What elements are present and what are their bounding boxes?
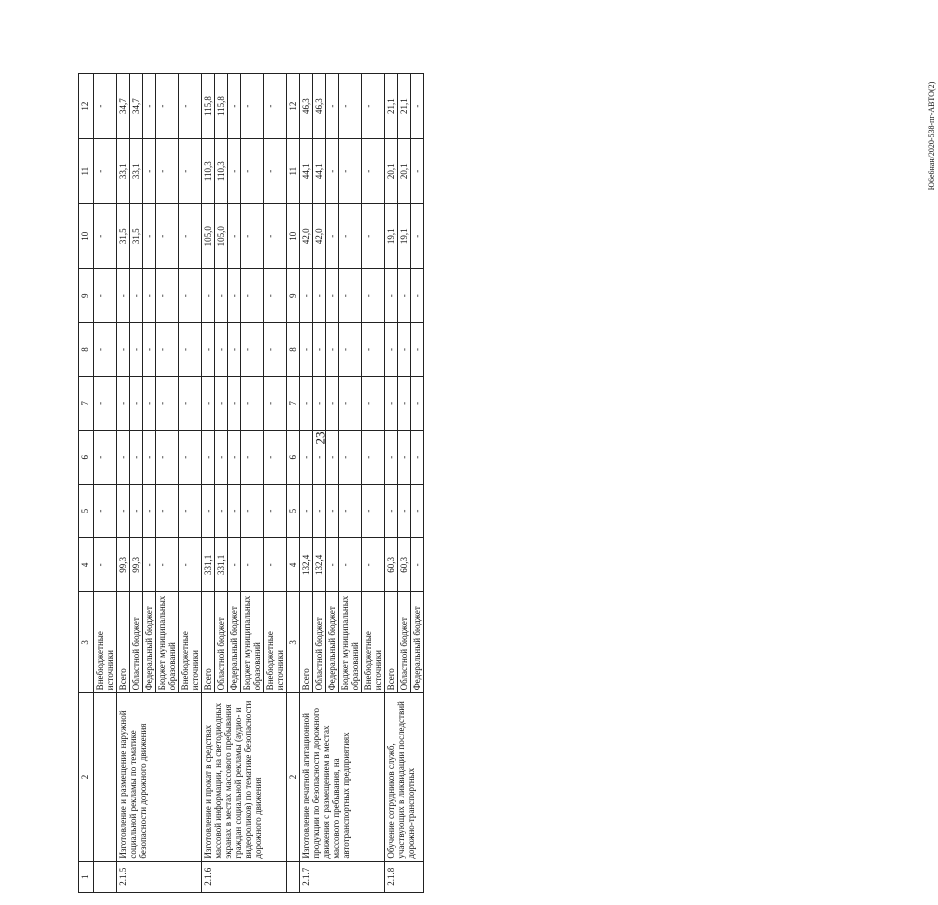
value-cell: - [179,204,202,269]
item-id: 2.1.7 [300,861,385,892]
value-cell: 31,5 [130,204,143,269]
column-number-row [79,74,94,893]
value-cell: - [94,204,117,269]
value-cell: - [241,323,264,377]
table-row [94,74,117,893]
value-cell: - [411,376,424,430]
value-cell: - [228,204,241,269]
item-title: Изготовление и размещение наружной социальной рекламы по тематике безопасности дорожного движения [117,693,202,861]
item-id: 2.1.8 [385,861,424,892]
value-cell: - [398,430,411,484]
value-cell: 19,1 [385,204,398,269]
value-cell: - [241,269,264,323]
value-cell: - [411,484,424,538]
item-title: Изготовление печатной агитационной продукции по безопасности дорожного движения с размещением в местах массового пребывания, на автотранспортных предприятиях [300,693,385,861]
value-cell: - [264,430,287,484]
value-cell: - [179,323,202,377]
value-cell: - [362,538,385,592]
table-row [202,74,215,893]
value-cell: - [264,484,287,538]
item-title: Обучение сотрудников служб, участвующих в ликвидации последствий дорожно-транспортных [385,693,424,861]
value-cell: 115,8 [215,74,228,139]
value-cell: - [130,376,143,430]
funding-source: Внебюджетные источники [362,592,385,693]
value-cell: - [156,323,179,377]
rotated-table-sheet [78,73,573,893]
column-number: 1 [79,861,94,892]
value-cell: - [179,484,202,538]
column-number: 9 [79,269,94,323]
table-row [300,74,313,893]
value-cell: 44,1 [300,139,313,204]
value-cell: 21,1 [385,74,398,139]
value-cell: - [241,484,264,538]
funding-source: Внебюджетные источники [94,592,117,693]
funding-source: Всего [117,592,130,693]
value-cell: - [362,376,385,430]
value-cell: - [94,538,117,592]
funding-source: Областной бюджет [130,592,143,693]
value-cell: - [362,74,385,139]
value-cell: 34,7 [130,74,143,139]
value-cell: - [228,269,241,323]
funding-source: Федеральный бюджет [411,592,424,693]
value-cell: 5 [287,484,300,538]
value-cell: - [313,430,326,484]
value-cell: - [326,269,339,323]
value-cell: - [228,139,241,204]
value-cell: 42,0 [300,204,313,269]
value-cell: - [202,376,215,430]
value-cell: - [339,538,362,592]
value-cell: - [143,430,156,484]
page-number: 23 [312,431,327,445]
funding-source: Всего [385,592,398,693]
value-cell: - [339,74,362,139]
value-cell: - [385,430,398,484]
value-cell: - [264,538,287,592]
item-id: 2.1.5 [117,861,202,892]
column-number: 3 [79,592,94,693]
value-cell: - [179,376,202,430]
value-cell: - [339,139,362,204]
value-cell: - [385,484,398,538]
value-cell: - [156,204,179,269]
value-cell: - [179,430,202,484]
value-cell: 10 [287,204,300,269]
value-cell: - [156,538,179,592]
value-cell: - [143,139,156,204]
value-cell: 331,1 [215,538,228,592]
value-cell: 20,1 [385,139,398,204]
value-cell: - [326,74,339,139]
funding-source: Федеральный бюджет [143,592,156,693]
value-cell: - [326,204,339,269]
value-cell: - [94,323,117,377]
value-cell: - [228,323,241,377]
value-cell: - [362,430,385,484]
value-cell: - [326,139,339,204]
value-cell: - [156,484,179,538]
value-cell: - [385,269,398,323]
value-cell: - [398,484,411,538]
value-cell: 6 [287,430,300,484]
value-cell: 21,1 [398,74,411,139]
value-cell: 19,1 [398,204,411,269]
value-cell: 8 [287,323,300,377]
value-cell: - [228,484,241,538]
value-cell: - [411,139,424,204]
value-cell: - [411,204,424,269]
value-cell: 105,0 [215,204,228,269]
value-cell: 33,1 [117,139,130,204]
value-cell: - [411,269,424,323]
value-cell: - [264,204,287,269]
funding-source: Федеральный бюджет [228,592,241,693]
value-cell: - [300,430,313,484]
value-cell: - [300,484,313,538]
value-cell: - [156,74,179,139]
item-title: Изготовление и прокат в средствах массовой информации, на светодиодных экранах в местах массового пребывания граждан социальной рекламы (аудио- и видеороликов) по тематике безопасности дорожного движения [202,693,287,861]
table-body [79,74,424,893]
value-cell: - [264,323,287,377]
value-cell: - [326,430,339,484]
value-cell: - [241,74,264,139]
column-number: 2 [79,693,94,861]
value-cell: - [300,323,313,377]
value-cell: - [215,376,228,430]
funding-source: Федеральный бюджет [326,592,339,693]
value-cell: - [300,269,313,323]
value-cell: - [264,74,287,139]
value-cell: - [339,376,362,430]
value-cell: 31,5 [117,204,130,269]
column-number: 5 [79,484,94,538]
value-cell: - [202,484,215,538]
value-cell: - [94,376,117,430]
item-id [94,861,117,892]
value-cell: - [202,269,215,323]
value-cell: - [179,538,202,592]
value-cell: - [339,204,362,269]
value-cell: - [241,204,264,269]
value-cell: - [313,323,326,377]
value-cell: - [228,538,241,592]
value-cell: - [385,376,398,430]
document-code: Ю6е6нан/2020-538-пг-АВТО(2) [927,81,936,191]
value-cell: 46,3 [313,74,326,139]
value-cell: 42,0 [313,204,326,269]
item-title: 2 [287,693,300,861]
value-cell: - [385,323,398,377]
value-cell: - [313,484,326,538]
value-cell: 33,1 [130,139,143,204]
value-cell: - [326,376,339,430]
value-cell: - [156,376,179,430]
value-cell: 4 [287,538,300,592]
value-cell: - [94,430,117,484]
value-cell: 11 [287,139,300,204]
table-row [385,74,398,893]
item-id [287,861,300,892]
item-id: 2.1.6 [202,861,287,892]
value-cell: - [264,269,287,323]
value-cell: 132,4 [300,538,313,592]
value-cell: - [179,74,202,139]
value-cell: 105,0 [202,204,215,269]
value-cell: - [94,484,117,538]
value-cell: - [143,204,156,269]
table-row [117,74,130,893]
value-cell: - [362,323,385,377]
value-cell: - [143,269,156,323]
funding-source: Областной бюджет [313,592,326,693]
value-cell: - [411,538,424,592]
value-cell: - [398,269,411,323]
value-cell: 115,8 [202,74,215,139]
value-cell: - [241,376,264,430]
value-cell: 331,1 [202,538,215,592]
value-cell: - [215,484,228,538]
value-cell: - [117,430,130,484]
value-cell: - [264,376,287,430]
value-cell: - [130,323,143,377]
value-cell: - [339,323,362,377]
value-cell: - [228,430,241,484]
value-cell: 110,3 [215,139,228,204]
value-cell: - [130,430,143,484]
value-cell: - [411,430,424,484]
value-cell: - [228,74,241,139]
value-cell: - [202,430,215,484]
column-number: 4 [79,538,94,592]
value-cell: - [300,376,313,430]
funding-source: Внебюджетные источники [179,592,202,693]
value-cell: - [156,139,179,204]
value-cell: - [179,269,202,323]
value-cell: - [117,323,130,377]
value-cell: - [215,430,228,484]
column-number: 7 [79,376,94,430]
value-cell: - [117,484,130,538]
value-cell: - [179,139,202,204]
value-cell: - [241,139,264,204]
column-number: 6 [79,430,94,484]
value-cell: - [326,484,339,538]
value-cell: - [411,323,424,377]
value-cell: - [313,376,326,430]
value-cell: - [156,269,179,323]
funding-source: Бюджет муниципальных образований [156,592,179,693]
column-number: 10 [79,204,94,269]
funding-source: Всего [202,592,215,693]
value-cell: 99,3 [117,538,130,592]
value-cell: - [117,376,130,430]
value-cell: - [339,269,362,323]
value-cell: 110,3 [202,139,215,204]
value-cell: 99,3 [130,538,143,592]
value-cell: 46,3 [300,74,313,139]
column-number-row [287,74,300,893]
value-cell: - [362,139,385,204]
value-cell: 44,1 [313,139,326,204]
value-cell: 7 [287,376,300,430]
value-cell: - [130,484,143,538]
value-cell: - [313,269,326,323]
value-cell: 60,3 [385,538,398,592]
value-cell: 20,1 [398,139,411,204]
value-cell: - [362,204,385,269]
funding-source: Всего [300,592,313,693]
value-cell: - [264,139,287,204]
value-cell: 34,7 [117,74,130,139]
value-cell: - [156,430,179,484]
funding-source: Областной бюджет [215,592,228,693]
funding-source: Бюджет муниципальных образований [241,592,264,693]
column-number: 8 [79,323,94,377]
value-cell: - [411,74,424,139]
value-cell: - [362,269,385,323]
value-cell: - [143,484,156,538]
funding-source: Бюджет муниципальных образований [339,592,362,693]
value-cell: - [339,430,362,484]
value-cell: - [143,323,156,377]
value-cell: 12 [287,74,300,139]
value-cell: - [326,323,339,377]
value-cell: - [215,269,228,323]
value-cell: - [130,269,143,323]
value-cell: - [117,269,130,323]
value-cell: - [362,484,385,538]
value-cell: - [339,484,362,538]
value-cell: - [228,376,241,430]
column-number: 11 [79,139,94,204]
value-cell: - [143,538,156,592]
funding-source: Внебюджетные источники [264,592,287,693]
value-cell: - [215,323,228,377]
value-cell: - [326,538,339,592]
value-cell: - [94,269,117,323]
value-cell: - [143,74,156,139]
value-cell: - [398,323,411,377]
item-title [94,693,117,861]
value-cell: - [241,538,264,592]
funding-source: Областной бюджет [398,592,411,693]
column-number: 12 [79,74,94,139]
value-cell: 132,4 [313,538,326,592]
funding-source: 3 [287,592,300,693]
value-cell: - [398,376,411,430]
value-cell: 9 [287,269,300,323]
value-cell: - [94,139,117,204]
value-cell: 60,3 [398,538,411,592]
budget-table [78,73,424,893]
value-cell: - [202,323,215,377]
value-cell: - [94,74,117,139]
value-cell: - [143,376,156,430]
value-cell: - [241,430,264,484]
